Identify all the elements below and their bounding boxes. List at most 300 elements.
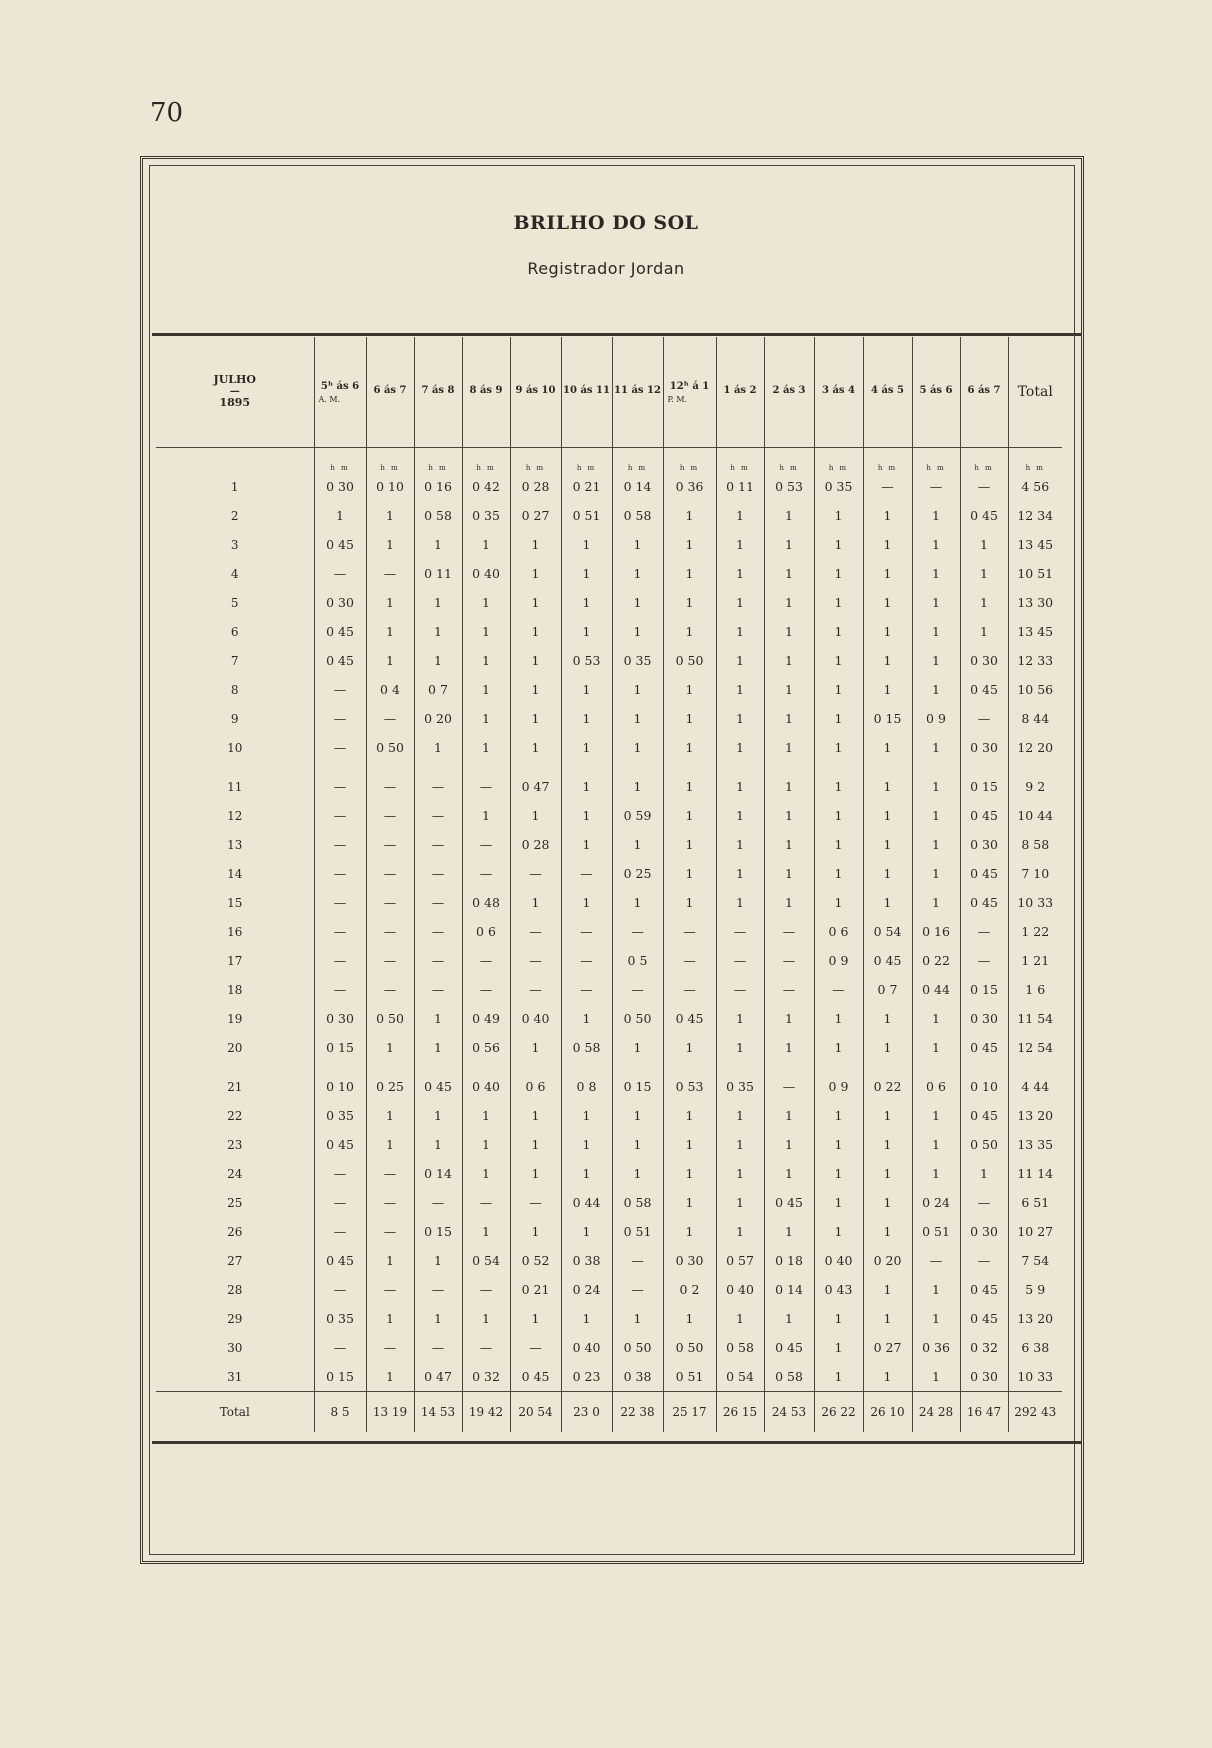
- table-row: [156, 1246, 1062, 1275]
- value-cell: 0 38: [561, 1246, 612, 1275]
- value-cell: 1: [764, 801, 814, 830]
- value-cell: 1: [716, 859, 764, 888]
- value-cell: —: [366, 801, 414, 830]
- value-cell: 0 4: [366, 675, 414, 704]
- value-cell: 1: [612, 772, 663, 801]
- value-cell: 0 49: [462, 1004, 510, 1033]
- value-cell: 1: [863, 1362, 912, 1392]
- value-cell: —: [462, 1188, 510, 1217]
- value-cell: —: [366, 859, 414, 888]
- value-cell: —: [414, 859, 462, 888]
- value-cell: 1: [863, 1004, 912, 1033]
- column-header: [366, 337, 414, 448]
- value-cell: 1: [863, 1275, 912, 1304]
- value-cell: 1: [663, 559, 716, 588]
- value-cell: 1: [561, 888, 612, 917]
- value-cell: 0 15: [414, 1217, 462, 1246]
- value-cell: 1: [561, 1217, 612, 1246]
- column-label: 5 ás 6: [919, 385, 953, 396]
- value-cell: 1: [764, 1130, 814, 1159]
- value-cell: 1: [912, 1304, 960, 1333]
- value-cell: 1: [561, 675, 612, 704]
- group-gap: [156, 762, 1062, 772]
- value-cell: —: [764, 946, 814, 975]
- value-cell: 1: [814, 830, 863, 859]
- footer-rule: [152, 1441, 1082, 1444]
- units-row: [156, 448, 1062, 473]
- column-label: 2 ás 3: [772, 385, 806, 396]
- column-label: 11 ás 12: [614, 385, 661, 396]
- value-cell: 1: [716, 1188, 764, 1217]
- value-cell: 0 40: [814, 1246, 863, 1275]
- row-total-cell: 10 33: [1008, 1362, 1062, 1392]
- value-cell: 1: [764, 1304, 814, 1333]
- column-header: [663, 337, 716, 448]
- row-total-cell: 5 9: [1008, 1275, 1062, 1304]
- day-cell: 6: [230, 624, 239, 639]
- value-cell: —: [366, 975, 414, 1004]
- value-cell: 0 45: [764, 1333, 814, 1362]
- table-row: [156, 1217, 1062, 1246]
- value-cell: 0 58: [561, 1033, 612, 1062]
- value-cell: 1: [612, 530, 663, 559]
- value-cell: 0 58: [612, 501, 663, 530]
- value-cell: 0 59: [612, 801, 663, 830]
- value-cell: 0 35: [814, 472, 863, 501]
- value-cell: 1: [716, 617, 764, 646]
- value-cell: 1: [462, 646, 510, 675]
- value-cell: 1: [612, 733, 663, 762]
- value-cell: 0 27: [510, 501, 561, 530]
- value-cell: 1: [863, 1101, 912, 1130]
- value-cell: 1: [814, 1004, 863, 1033]
- value-cell: 0 6: [912, 1072, 960, 1101]
- value-cell: —: [764, 1072, 814, 1101]
- column-label: 5ʰ ás 6: [320, 380, 360, 392]
- table-row: [156, 1072, 1062, 1101]
- value-cell: 0 50: [663, 1333, 716, 1362]
- total-header: Total: [1008, 337, 1062, 448]
- value-cell: 1: [863, 588, 912, 617]
- day-cell: 4: [230, 566, 239, 581]
- column-total-cell: 26 15: [716, 1392, 764, 1433]
- day-cell: 28: [227, 1282, 243, 1297]
- month-label: JULHO: [213, 373, 256, 387]
- row-total-cell: 13 45: [1008, 530, 1062, 559]
- value-cell: 0 11: [414, 559, 462, 588]
- value-cell: 1: [863, 530, 912, 559]
- unit-label: h m: [366, 448, 414, 473]
- value-cell: 1: [716, 559, 764, 588]
- gap-cell: [716, 762, 764, 772]
- value-cell: 1: [764, 530, 814, 559]
- gap-cell: [561, 1062, 612, 1072]
- value-cell: 1: [510, 646, 561, 675]
- value-cell: 1: [960, 617, 1008, 646]
- value-cell: 0 9: [814, 946, 863, 975]
- value-cell: —: [462, 830, 510, 859]
- value-cell: 1: [863, 1188, 912, 1217]
- value-cell: 1: [510, 733, 561, 762]
- row-total-cell: 10 27: [1008, 1217, 1062, 1246]
- day-cell: 8: [230, 682, 239, 697]
- value-cell: 1: [612, 1101, 663, 1130]
- value-cell: 0 45: [960, 888, 1008, 917]
- totals-row: [156, 1392, 1062, 1433]
- day-cell: 18: [227, 982, 243, 997]
- column-label: 6 ás 7: [967, 385, 1001, 396]
- value-cell: 1: [960, 588, 1008, 617]
- gap-cell: [663, 762, 716, 772]
- value-cell: 1: [561, 1004, 612, 1033]
- value-cell: 1: [716, 1033, 764, 1062]
- value-cell: 1: [561, 801, 612, 830]
- row-total-cell: 8 44: [1008, 704, 1062, 733]
- gap-cell: [462, 1062, 510, 1072]
- value-cell: 1: [561, 1130, 612, 1159]
- value-cell: 0 45: [314, 617, 366, 646]
- value-cell: 0 48: [462, 888, 510, 917]
- value-cell: 1: [912, 530, 960, 559]
- gap-cell: [912, 1062, 960, 1072]
- value-cell: 0 25: [366, 1072, 414, 1101]
- value-cell: 1: [414, 1246, 462, 1275]
- value-cell: 1: [814, 501, 863, 530]
- value-cell: 1: [663, 1101, 716, 1130]
- day-cell: 19: [227, 1011, 243, 1026]
- value-cell: 1: [863, 1033, 912, 1062]
- gap-cell: [960, 762, 1008, 772]
- value-cell: 1: [912, 617, 960, 646]
- value-cell: 0 53: [764, 472, 814, 501]
- column-total-cell: 24 28: [912, 1392, 960, 1433]
- year-label: 1895: [219, 396, 251, 409]
- value-cell: 0 35: [314, 1304, 366, 1333]
- table-row: [156, 1101, 1062, 1130]
- value-cell: 0 5: [612, 946, 663, 975]
- value-cell: —: [561, 975, 612, 1004]
- value-cell: 1: [863, 733, 912, 762]
- value-cell: 1: [863, 1130, 912, 1159]
- value-cell: —: [366, 1333, 414, 1362]
- day-cell: 26: [227, 1224, 243, 1239]
- value-cell: 1: [960, 1159, 1008, 1188]
- value-cell: 0 15: [960, 772, 1008, 801]
- table-row: [156, 1004, 1062, 1033]
- value-cell: 1: [561, 588, 612, 617]
- value-cell: 1: [663, 733, 716, 762]
- value-cell: 0 47: [510, 772, 561, 801]
- column-header: [561, 337, 612, 448]
- value-cell: 1: [561, 704, 612, 733]
- value-cell: —: [366, 559, 414, 588]
- value-cell: 0 45: [764, 1188, 814, 1217]
- value-cell: 0 45: [314, 646, 366, 675]
- value-cell: —: [462, 975, 510, 1004]
- header-row: [156, 337, 1062, 448]
- value-cell: 1: [863, 859, 912, 888]
- value-cell: —: [612, 1275, 663, 1304]
- table-row: [156, 472, 1062, 501]
- day-cell: 25: [227, 1195, 243, 1210]
- value-cell: 0 6: [814, 917, 863, 946]
- value-cell: 1: [462, 1159, 510, 1188]
- unit-label: h m: [912, 448, 960, 473]
- value-cell: —: [510, 1188, 561, 1217]
- value-cell: 1: [814, 733, 863, 762]
- value-cell: 0 6: [462, 917, 510, 946]
- value-cell: 1: [912, 733, 960, 762]
- value-cell: 1: [912, 559, 960, 588]
- value-cell: 0 54: [462, 1246, 510, 1275]
- value-cell: 1: [366, 1101, 414, 1130]
- value-cell: 1: [663, 617, 716, 646]
- value-cell: 1: [366, 617, 414, 646]
- day-cell: 16: [227, 924, 243, 939]
- value-cell: 0 45: [960, 859, 1008, 888]
- value-cell: 0 58: [612, 1188, 663, 1217]
- value-cell: 0 10: [314, 1072, 366, 1101]
- column-header: [510, 337, 561, 448]
- day-cell: 9: [230, 711, 239, 726]
- value-cell: 1: [414, 1033, 462, 1062]
- value-cell: 1: [912, 1275, 960, 1304]
- value-cell: —: [366, 888, 414, 917]
- value-cell: 1: [912, 859, 960, 888]
- value-cell: 0 16: [414, 472, 462, 501]
- row-total-cell: 1 21: [1008, 946, 1062, 975]
- value-cell: 0 45: [960, 1101, 1008, 1130]
- gap-cell: [612, 762, 663, 772]
- gap-cell: [1008, 1062, 1062, 1072]
- value-cell: 0 45: [960, 1304, 1008, 1333]
- column-label: 9 ás 10: [515, 385, 556, 396]
- value-cell: 1: [612, 675, 663, 704]
- gap-cell: [912, 762, 960, 772]
- row-total-cell: 12 33: [1008, 646, 1062, 675]
- value-cell: 1: [764, 830, 814, 859]
- value-cell: —: [462, 1333, 510, 1362]
- day-cell: 22: [227, 1108, 243, 1123]
- value-cell: 0 21: [510, 1275, 561, 1304]
- row-total-cell: 13 20: [1008, 1304, 1062, 1333]
- value-cell: 1: [814, 617, 863, 646]
- value-cell: 0 30: [960, 1217, 1008, 1246]
- value-cell: 1: [912, 1362, 960, 1392]
- row-total-cell: 10 33: [1008, 888, 1062, 917]
- value-cell: 0 53: [663, 1072, 716, 1101]
- value-cell: 1: [863, 1304, 912, 1333]
- value-cell: —: [314, 946, 366, 975]
- value-cell: 0 30: [960, 733, 1008, 762]
- row-total-cell: 12 54: [1008, 1033, 1062, 1062]
- value-cell: 0 11: [716, 472, 764, 501]
- gap-cell: [366, 1062, 414, 1072]
- value-cell: 1: [716, 1130, 764, 1159]
- value-cell: 0 42: [462, 472, 510, 501]
- value-cell: 1: [612, 617, 663, 646]
- value-cell: 0 36: [663, 472, 716, 501]
- value-cell: 0 10: [960, 1072, 1008, 1101]
- value-cell: —: [414, 1333, 462, 1362]
- value-cell: 1: [314, 501, 366, 530]
- value-cell: 1: [462, 1130, 510, 1159]
- value-cell: 0 24: [561, 1275, 612, 1304]
- column-label: 3 ás 4: [822, 385, 855, 396]
- value-cell: 1: [663, 1304, 716, 1333]
- value-cell: 0 2: [663, 1275, 716, 1304]
- value-cell: 0 30: [960, 1004, 1008, 1033]
- value-cell: 0 15: [960, 975, 1008, 1004]
- value-cell: 1: [716, 588, 764, 617]
- value-cell: 1: [764, 1101, 814, 1130]
- value-cell: —: [663, 946, 716, 975]
- value-cell: 1: [510, 704, 561, 733]
- value-cell: 1: [764, 733, 814, 762]
- value-cell: 1: [414, 588, 462, 617]
- column-header: [414, 337, 462, 448]
- value-cell: 1: [716, 704, 764, 733]
- row-total-cell: 10 51: [1008, 559, 1062, 588]
- value-cell: 0 18: [764, 1246, 814, 1275]
- day-cell: 12: [227, 808, 243, 823]
- value-cell: 1: [863, 617, 912, 646]
- value-cell: 1: [716, 772, 764, 801]
- gap-cell: [366, 762, 414, 772]
- value-cell: 1: [663, 772, 716, 801]
- value-cell: 0 40: [510, 1004, 561, 1033]
- value-cell: 1: [366, 1130, 414, 1159]
- value-cell: 1: [366, 501, 414, 530]
- value-cell: 0 45: [314, 530, 366, 559]
- value-cell: —: [414, 888, 462, 917]
- value-cell: 1: [716, 1217, 764, 1246]
- value-cell: 1: [561, 617, 612, 646]
- row-total-cell: 12 34: [1008, 501, 1062, 530]
- value-cell: —: [314, 801, 366, 830]
- value-cell: 0 30: [663, 1246, 716, 1275]
- value-cell: 0 40: [462, 1072, 510, 1101]
- value-cell: 0 52: [510, 1246, 561, 1275]
- gap-cell: [863, 762, 912, 772]
- value-cell: 1: [414, 733, 462, 762]
- row-total-cell: 10 44: [1008, 801, 1062, 830]
- column-header: [612, 337, 663, 448]
- value-cell: 1: [716, 1101, 764, 1130]
- value-cell: 1: [716, 801, 764, 830]
- value-cell: 1: [764, 559, 814, 588]
- value-cell: 0 45: [414, 1072, 462, 1101]
- day-cell: 24: [227, 1166, 243, 1181]
- value-cell: 1: [814, 559, 863, 588]
- value-cell: 1: [612, 1304, 663, 1333]
- table-row: [156, 975, 1062, 1004]
- value-cell: 0 44: [561, 1188, 612, 1217]
- day-cell: 7: [230, 653, 239, 668]
- value-cell: 1: [561, 559, 612, 588]
- row-total-cell: 4 56: [1008, 472, 1062, 501]
- value-cell: —: [414, 801, 462, 830]
- table-row: [156, 888, 1062, 917]
- value-cell: 1: [814, 646, 863, 675]
- gap-cell: [764, 1062, 814, 1072]
- table-row: [156, 646, 1062, 675]
- unit-label: h m: [960, 448, 1008, 473]
- value-cell: 0 35: [462, 501, 510, 530]
- value-cell: 0 58: [716, 1333, 764, 1362]
- column-header: [912, 337, 960, 448]
- value-cell: 0 38: [612, 1362, 663, 1392]
- column-label: 1 ás 2: [723, 385, 757, 396]
- day-cell: 20: [227, 1040, 243, 1055]
- value-cell: 1: [366, 1362, 414, 1392]
- value-cell: 1: [716, 1304, 764, 1333]
- value-cell: 1: [814, 588, 863, 617]
- value-cell: 1: [960, 559, 1008, 588]
- value-cell: 1: [462, 675, 510, 704]
- gap-cell: [612, 1062, 663, 1072]
- value-cell: —: [960, 1246, 1008, 1275]
- column-total-cell: 24 53: [764, 1392, 814, 1433]
- value-cell: 1: [716, 733, 764, 762]
- value-cell: 0 15: [314, 1362, 366, 1392]
- value-cell: 1: [863, 830, 912, 859]
- value-cell: 0 40: [561, 1333, 612, 1362]
- units-empty: [156, 448, 314, 473]
- value-cell: 1: [414, 1004, 462, 1033]
- value-cell: 0 43: [814, 1275, 863, 1304]
- value-cell: 1: [863, 801, 912, 830]
- value-cell: 1: [814, 530, 863, 559]
- table-row: [156, 733, 1062, 762]
- value-cell: 0 9: [814, 1072, 863, 1101]
- column-header: [462, 337, 510, 448]
- column-label: 8 ás 9: [469, 385, 503, 396]
- value-cell: 1: [663, 1217, 716, 1246]
- table-row: [156, 1333, 1062, 1362]
- value-cell: 1: [462, 801, 510, 830]
- value-cell: 0 45: [960, 1033, 1008, 1062]
- column-total-cell: 26 22: [814, 1392, 863, 1433]
- value-cell: 0 50: [612, 1333, 663, 1362]
- value-cell: 0 45: [960, 801, 1008, 830]
- value-cell: 0 7: [414, 675, 462, 704]
- table-row: [156, 830, 1062, 859]
- value-cell: —: [366, 917, 414, 946]
- value-cell: 1: [366, 646, 414, 675]
- day-cell: 1: [230, 479, 239, 494]
- value-cell: 1: [612, 888, 663, 917]
- value-cell: 0 50: [960, 1130, 1008, 1159]
- value-cell: 1: [366, 530, 414, 559]
- unit-label: h m: [510, 448, 561, 473]
- value-cell: 1: [663, 704, 716, 733]
- value-cell: 1: [814, 1304, 863, 1333]
- value-cell: —: [414, 946, 462, 975]
- value-cell: 1: [414, 617, 462, 646]
- value-cell: —: [314, 772, 366, 801]
- column-header: [716, 337, 764, 448]
- table-row: [156, 1304, 1062, 1333]
- gap-cell: [561, 762, 612, 772]
- value-cell: —: [510, 946, 561, 975]
- row-total-cell: 7 10: [1008, 859, 1062, 888]
- gap-cell: [960, 1062, 1008, 1072]
- value-cell: —: [912, 472, 960, 501]
- row-total-cell: 1 6: [1008, 975, 1062, 1004]
- value-cell: 1: [612, 830, 663, 859]
- value-cell: 0 45: [314, 1246, 366, 1275]
